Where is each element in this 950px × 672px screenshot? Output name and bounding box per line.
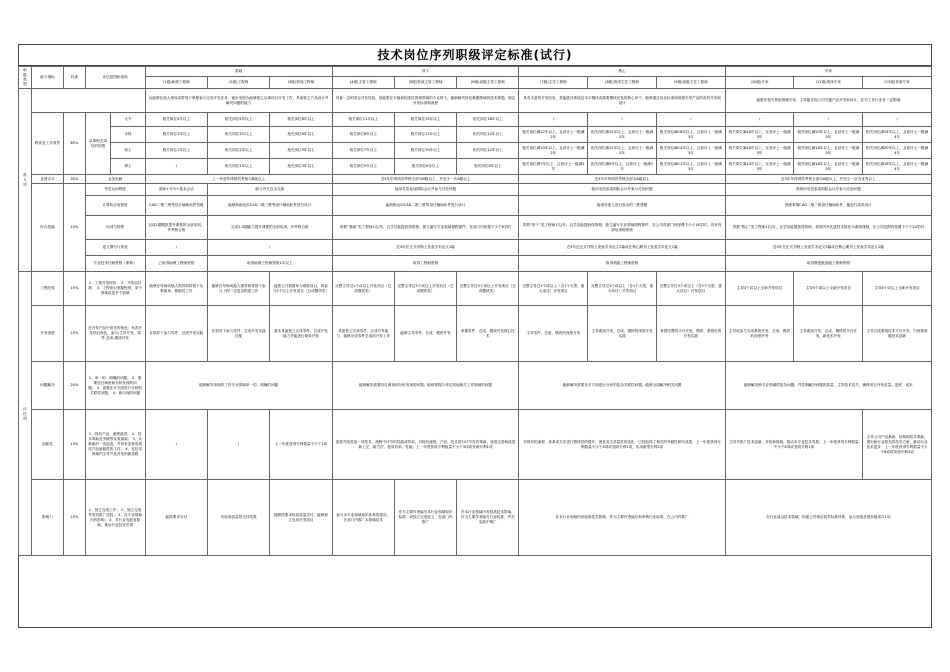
quality-cell: 近3年在正式刊物上发表学术论文2篇或在核心期刊上发表学术论文1篇: [519, 240, 725, 256]
eval-cell: 主导公司产品系统、结构和技术革新，提出和行业领先的技术方案，推动行业技术进步；上一年度获得专利数量不少于6项或发明专利3项: [863, 410, 932, 480]
quality-cell: 近3年在正式刊物上发表学术论文3篇或在核心期刊上发表学术论文2篇: [725, 240, 931, 256]
quality-scope: 外语运用程度: [85, 184, 145, 196]
quality-cell: 能与外方自由交流: [207, 184, 332, 196]
quality-cell: 取得高级工程师资格: [519, 256, 725, 272]
eval-cell: 主导8个或以上全新开发项目: [863, 272, 932, 306]
edu-cell: 相关岗位6年以上: [270, 127, 332, 143]
eval-cell: 能按要求交付: [145, 480, 207, 556]
eval-label: 创新性: [31, 410, 63, 480]
eval-cell: 在本行业领域内有较高技术影响，作为主要作者编写行业标准，并在实践中推广: [457, 480, 519, 556]
edu-cell: 相关岗位满24年以上，且获评上一级满4年: [863, 127, 932, 143]
perf-label: 业绩水平: [31, 175, 63, 184]
general-expert: 能胜任相关系统领域专家，主导能实现公司关键产品开发和设计，在对工作行业有一定影响: [725, 89, 931, 113]
eval-cell: 具备独立完成零件、总成开发能力，能够完成零件总成的开发工作: [332, 306, 394, 362]
eval-cell: 能够在导师或他人指导和带领下从事简单、基础性工作: [145, 272, 207, 306]
quality-cell: /: [207, 240, 332, 256]
standards-table: [18, 66, 932, 556]
edu-cell: 相关岗位满9年以上，且获评上一级满2年: [588, 159, 657, 175]
quality-cell: 已取得助理工程师资格: [145, 256, 207, 272]
document-title: 技术岗位序列职级评定标准(试行): [18, 44, 932, 66]
perf-backbone: 近3年年终绩效考核全部为B级以上，并至少一次A级以上: [332, 175, 519, 184]
general-base: 从能够在他人指导或带领下掌握参与完成开发任务，逐步发展为能够独立从事项目开发工作，具备独立产品设计并解决问题的能力: [145, 89, 332, 113]
edu-cell: 相关岗位满18年以上，且获评上一级满3年: [794, 143, 863, 159]
edu-cell: 相关岗位满18年以上，且获评上一级满3年: [656, 127, 725, 143]
eval-cell: 能够按要求较高质量交付，能够独立完成开发项目: [270, 480, 332, 556]
edu-cell: 相关岗位8年以上: [457, 159, 519, 175]
eval-cell: 在行业前沿技术领域，构建公司相应技术标准体系，参与省级及国家级项目1项: [725, 480, 931, 556]
eval-cell: 基本具备独立完成零件、总成开发能力并能进行简单开发: [270, 306, 332, 362]
edu-cell: 相关岗位满14年以上，且获评上一级满3年: [656, 143, 725, 159]
edu-cell: 相关岗位18年以上: [457, 113, 519, 127]
level-3: (3级)资深工程师: [270, 77, 332, 89]
edu-cell: 相关岗位满11年以上，且获评上一级满3年: [656, 159, 725, 175]
degree-doctor: 博士: [111, 159, 145, 175]
edu-cell: 相关岗位11年以上: [332, 113, 394, 127]
edu-cell: 相关岗位1年以上: [145, 143, 207, 159]
edu-cell: /: [145, 159, 207, 175]
eval-label: 影响力: [31, 480, 63, 556]
perf-scope: 业务贡献: [85, 175, 145, 184]
edu-weight: 60%: [64, 113, 85, 175]
edu-cell: 相关岗位满14年以上，且获评上一级满3年: [725, 159, 794, 175]
edu-cell: 相关岗位15年以上: [457, 127, 519, 143]
edu-cell: 相关岗位6年以上: [394, 159, 456, 175]
group-backbone: 骨干: [332, 67, 519, 77]
edu-cell: 相关岗位满10年以上，且获评上一级满2年: [519, 143, 588, 159]
quality-cell: 熟练用英语参加国际会议并参与讨论问题: [725, 184, 931, 196]
scope-header: 评估范围和视角: [85, 67, 145, 89]
eval-cell: 主导3个或以上全新开发项目: [725, 272, 794, 306]
eval-cell: 主导系统开发，总成、模块的平台开发，新技术开发: [794, 306, 863, 362]
eval-label: 问题解决: [31, 362, 63, 410]
eval-scope: 1、独立完成工作； 2、独立完成并有效推广经验； 3、在专业领域内有影响； 4、对行业发展有影响，推动行业技术引领: [85, 480, 145, 556]
quality-label: 综合技能: [31, 184, 63, 272]
edu-cell: /: [794, 113, 863, 127]
eval-scope: 1、单一的、明确的问题； 2、需要经过调查和分析发现的问题； 3、需要在多方面进行分析的关联性问题； 4、新出现的问题: [85, 362, 145, 410]
eval-cell: 掌握零件、总成、模块开发核心技术: [457, 306, 519, 362]
eval-cell: 在指导下参与零件、总成开发实践: [145, 306, 207, 362]
level-10: (10级)专家: [725, 77, 794, 89]
group-expert: 专家: [725, 67, 931, 77]
section-eval: 评估项: [19, 272, 32, 556]
quality-cell: 取得工程师资格: [332, 256, 519, 272]
edu-label: 教育及工作背景: [31, 113, 63, 175]
general-backbone: 具备一定的项目开发经验，是能胜任平稳和构造性资源领域的专业骨干，能够解决涉及难题领域的技术难题，制定开发标准和流程: [332, 89, 519, 113]
edu-cell: /: [656, 113, 725, 127]
edu-cell: 相关岗位满18年以上，且获评上一级满4年: [863, 159, 932, 175]
edu-cell: 相关岗位1年以上: [207, 159, 269, 175]
quality-scope: 培训与带教: [85, 216, 145, 240]
eval-cell: 主导5个或以上全新开发项目: [794, 272, 863, 306]
edu-cell: 相关岗位12年以上: [394, 127, 456, 143]
group-base: 基础: [145, 67, 332, 77]
quality-cell: 取得助理工程师资格1年以上: [207, 256, 332, 272]
eval-cell: 完整主导过2个或以上（含1个大型、重大项目）开发项目: [519, 272, 588, 306]
general-core: 具有丰富的开发经验，是能胜任系统及本平模块或重要模块开发的核心骨干，能够通过优化标准和规程引导产品的高效开发和设计: [519, 89, 725, 113]
degree-college: 大专: [111, 113, 145, 127]
eval-label: 开发深度: [31, 306, 63, 362]
quality-scope: 计算机应用程度: [85, 196, 145, 216]
level-11: (11级)资深专家: [794, 77, 863, 89]
edu-cell: 相关岗位满18年以上，且获评上一级满3年: [725, 127, 794, 143]
degree-bachelor: 本科: [111, 127, 145, 143]
quality-cell: 能够熟练运用CAD二维三维等设计辅助软件进行设计: [207, 196, 332, 216]
edu-cell: 相关岗位2年以上: [207, 143, 269, 159]
eval-cell: 上一年度获得专利数量不少于1项: [270, 410, 332, 480]
level-5: (5级)资深主管工程师: [394, 77, 456, 89]
eval-cell: 有较高质量的交付结果: [207, 480, 269, 556]
quality-weight: 10%: [64, 184, 85, 272]
eval-cell: /: [145, 410, 207, 480]
quality-cell: 取得教授级高级工程师资格: [725, 256, 931, 272]
eval-cell: 完整主导过1个或以上开发项目（总或模块类）: [332, 272, 394, 306]
edu-cell: 相关岗位5年以上: [270, 143, 332, 159]
quality-scope: 专业技术任职资格（职称）: [85, 256, 145, 272]
edu-cell: 相关岗位满12年以上，且获评上一级满2年: [588, 143, 657, 159]
level-4: (4级)主管工程师: [332, 77, 394, 89]
edu-scope: 从事相关岗位的年限: [85, 113, 111, 175]
eval-cell: 完整主导过5个或以上（含2个大型、重大项目）开发项目: [656, 272, 725, 306]
eval-cell: 主导并推广技术创新，开拓新领域，推动本专业技术发展；上一年度获得专利数量不少于4项或发明专利1项: [725, 410, 862, 480]
level-6: (6级)高级主管工程师: [457, 77, 519, 89]
edu-cell: 相关岗位10年以上: [394, 143, 456, 159]
quality-cell: 能熟练运用CAD二维三维等设计辅助软件进行设计: [332, 196, 519, 216]
degree-master: 硕士: [111, 143, 145, 159]
eval-cell: 参与本专业领域知识体系的建设，在部门内推广本领域技术: [332, 480, 394, 556]
eval-cell: 对现有的流程、体系或方法进行整体性的提升，使其发生质量性的变化；已经取得了相关的突破性研究成果；上一年度获得专利数量不少于4项或发明专利1项，实用新型专利2项: [519, 410, 725, 480]
eval-cell: 能够解决单独的工作专业领域单一的、明确的问题: [145, 362, 332, 410]
quality-cell: 能用英语参加国际会议并参与讨论问题: [332, 184, 519, 196]
eval-weight: 15%: [64, 480, 85, 556]
eval-cell: 加强并改进某一项技术、流程中环节的性能或效率；对现有流程、产品、技术进行环节性的革新，接受完善和改进新工艺、新方法、提高效率，性能；上一年度获得专利数量不少于3项或发明专利1项: [332, 410, 519, 480]
level-9: (9级)高级主任工程师: [656, 77, 725, 89]
eval-scope: 1、现有产品、流程改进； 2、技术革新及突破等实验探索； 3、从事新的一类创造，并带来显著成果或产品新颖性的工作； 4、在技术领域内主导产品开发的新思路: [85, 410, 145, 480]
edu-cell: /: [725, 113, 794, 127]
edu-cell: 相关岗位8年以上: [332, 127, 394, 143]
edu-cell: 相关岗位3年以上: [270, 159, 332, 175]
quality-cell: 能指导他人进行复杂的三维建模: [519, 196, 725, 216]
quality-cell: 能用英语参加国际会议并参与讨论问题: [519, 184, 725, 196]
edu-cell: 相关岗位5年以上: [207, 113, 269, 127]
quality-cell: 熟练掌握CAD二维三维设计辅助软件，能进行高效设计: [725, 196, 931, 216]
edu-cell: 相关岗位满15年以上，且获评上一级满2年: [588, 127, 657, 143]
perf-weight: 30%: [64, 175, 85, 184]
perf-core: 近3年年终绩效考核全部为A级以上: [519, 175, 725, 184]
eval-cell: /: [207, 410, 269, 480]
eval-cell: 能够在导师或他人指导和带领下参与工程一定复杂程度工作: [207, 272, 269, 306]
quality-cell: 完成2-3期能力提升课程的全部培训，并考核合格: [207, 216, 332, 240]
edu-cell: 相关岗位8年以上: [270, 113, 332, 127]
edu-cell: 相关岗位12年以上: [457, 143, 519, 159]
ability-header: 能力指标: [31, 67, 63, 89]
eval-weight: 15%: [64, 272, 85, 306]
perf-base: 上一年度年终绩效考核为B级以上: [145, 175, 332, 184]
edu-cell: /: [588, 113, 657, 127]
eval-cell: 主导或参与完成系统开发，总成、模块的深度开发: [725, 306, 794, 362]
eval-cell: 能够解决需要经过调查和分析发现的问题；能够掌握与考虑其他相关工作领域的问题: [332, 362, 519, 410]
edu-cell: 相关岗位4年以上: [145, 113, 207, 127]
edu-cell: /: [863, 113, 932, 127]
quality-cell: 带教“基础”类工程师1名/年，且学员能提获得资格；独立编写专业领域课程课件，在部门内授课不少于8学时: [332, 216, 519, 240]
level-7: (7级)主任工程师: [519, 77, 588, 89]
eval-cell: 作为主要作者编写本行业领域知识标准，或独立完成论文，在部门内推广: [394, 480, 456, 556]
group-core: 核心: [519, 67, 725, 77]
quality-cell: 带教“核心”类工程师1名/年，且学员能提获得资格；将国内外先进技术转化为系统课程，在公司范围内授课不少于24学时: [725, 216, 931, 240]
level-8: (8级)资深主任工程师: [588, 77, 657, 89]
edu-cell: 相关岗位2年以上: [145, 127, 207, 143]
eval-weight: 20%: [64, 362, 85, 410]
eval-scope: 1、工程开发经验： 2、开发项目数； 3、工程知识掌握程度，单个领域或是多个领域: [85, 272, 145, 306]
eval-label: 工程经验: [31, 272, 63, 306]
eval-cell: 完整主导过3个或以上（含1个大型、重大项目）开发项目: [588, 272, 657, 306]
quality-cell: 完成1期模拟提升课程的全部培训，并考核合格: [145, 216, 207, 240]
eval-scope: 在开发产品中担任的角色；负责开发项目角色，参与/主导开发，零件-总成-模块开发: [85, 306, 145, 362]
level-1: (1级)助理工程师: [145, 77, 207, 89]
eval-cell: 能独立开展简单与难度项目，或参与5个以上开发项目（总或模块类）: [270, 272, 332, 306]
eval-cell: 能够解决跨专业领域的复杂问题，并控制解决问题的质量，主导技术攻关，确保项目开发质量、进度、成本: [725, 362, 931, 410]
edu-cell: 相关岗位满16年以上，且获评上一级满3年: [725, 143, 794, 159]
edu-cell: 相关岗位满16年以上，且获评上一级满3年: [794, 159, 863, 175]
quality-cell: 近3年在正式刊物上发表学术论文1篇: [332, 240, 519, 256]
eval-cell: 在本行业领域内有较高技术影响，作为主要作者编写和审核行业标准，在公司内推广: [519, 480, 725, 556]
quality-cell: 带教“骨干”类工程师1名/年，且学员能提获得资格；独立编写专业领域课程课件，在公司或部门内授课不少于16学时，具有内部培训师资格: [519, 216, 725, 240]
eval-cell: 掌握完整的平台开发，模块、系统化的开发实践: [656, 306, 725, 362]
eval-cell: 主导系统开发，总成、模块的深度开发实践: [588, 306, 657, 362]
quality-cell: 阅读+写写+基本会话: [145, 184, 207, 196]
quality-scope: 论文撰写与发表: [85, 240, 145, 256]
eval-cell: 完整主导过5个或以上开发项目（总或模块类）: [457, 272, 519, 306]
eval-cell: 能够解决需要在多方面进行分析的复杂关联性问题，能够全面解决相关问题: [519, 362, 725, 410]
edu-cell: 相关岗位满20年以上，且获评上一级满3年: [794, 127, 863, 143]
level-type-header: 职级类型: [19, 67, 32, 89]
section-entry: 准入项: [19, 89, 32, 272]
level-12: (12级)首席专家: [863, 77, 932, 89]
eval-cell: 能够主导零件、总成、模块开发: [394, 306, 456, 362]
edu-cell: 相关岗位满7年以上，且获评上一级满2年: [519, 159, 588, 175]
edu-cell: /: [519, 113, 588, 127]
edu-cell: 相关岗位满20年以上，且获评上一级满4年: [863, 143, 932, 159]
edu-cell: 相关岗位7年以上: [332, 143, 394, 159]
eval-weight: 15%: [64, 410, 85, 480]
eval-cell: 在指导下参与零件、总成开发实践匹配: [207, 306, 269, 362]
eval-cell: 完整主导过3个或以上开发项目（总或模块类）: [394, 272, 456, 306]
quality-cell: CAD二维三维等设计辅助软件初级: [145, 196, 207, 216]
eval-cell: 主导总成系统技术平台开发，引领系统级技术创新: [863, 306, 932, 362]
perf-expert: 近3年年终绩效考核全部为A级以上，并至少一次为优秀以上: [725, 175, 931, 184]
edu-cell: 相关岗位15年以上: [394, 113, 456, 127]
weight-header: 权重: [64, 67, 85, 89]
eval-weight: 15%: [64, 306, 85, 362]
level-2: (2级)工程师: [207, 77, 269, 89]
quality-cell: /: [145, 240, 207, 256]
eval-cell: 主导零件、总成、模块的深度开发: [519, 306, 588, 362]
edu-cell: 相关岗位满12年以上，且获评上一级满2年: [519, 127, 588, 143]
edu-cell: 相关岗位3年以上: [207, 127, 269, 143]
edu-cell: 相关岗位5年以上: [332, 159, 394, 175]
